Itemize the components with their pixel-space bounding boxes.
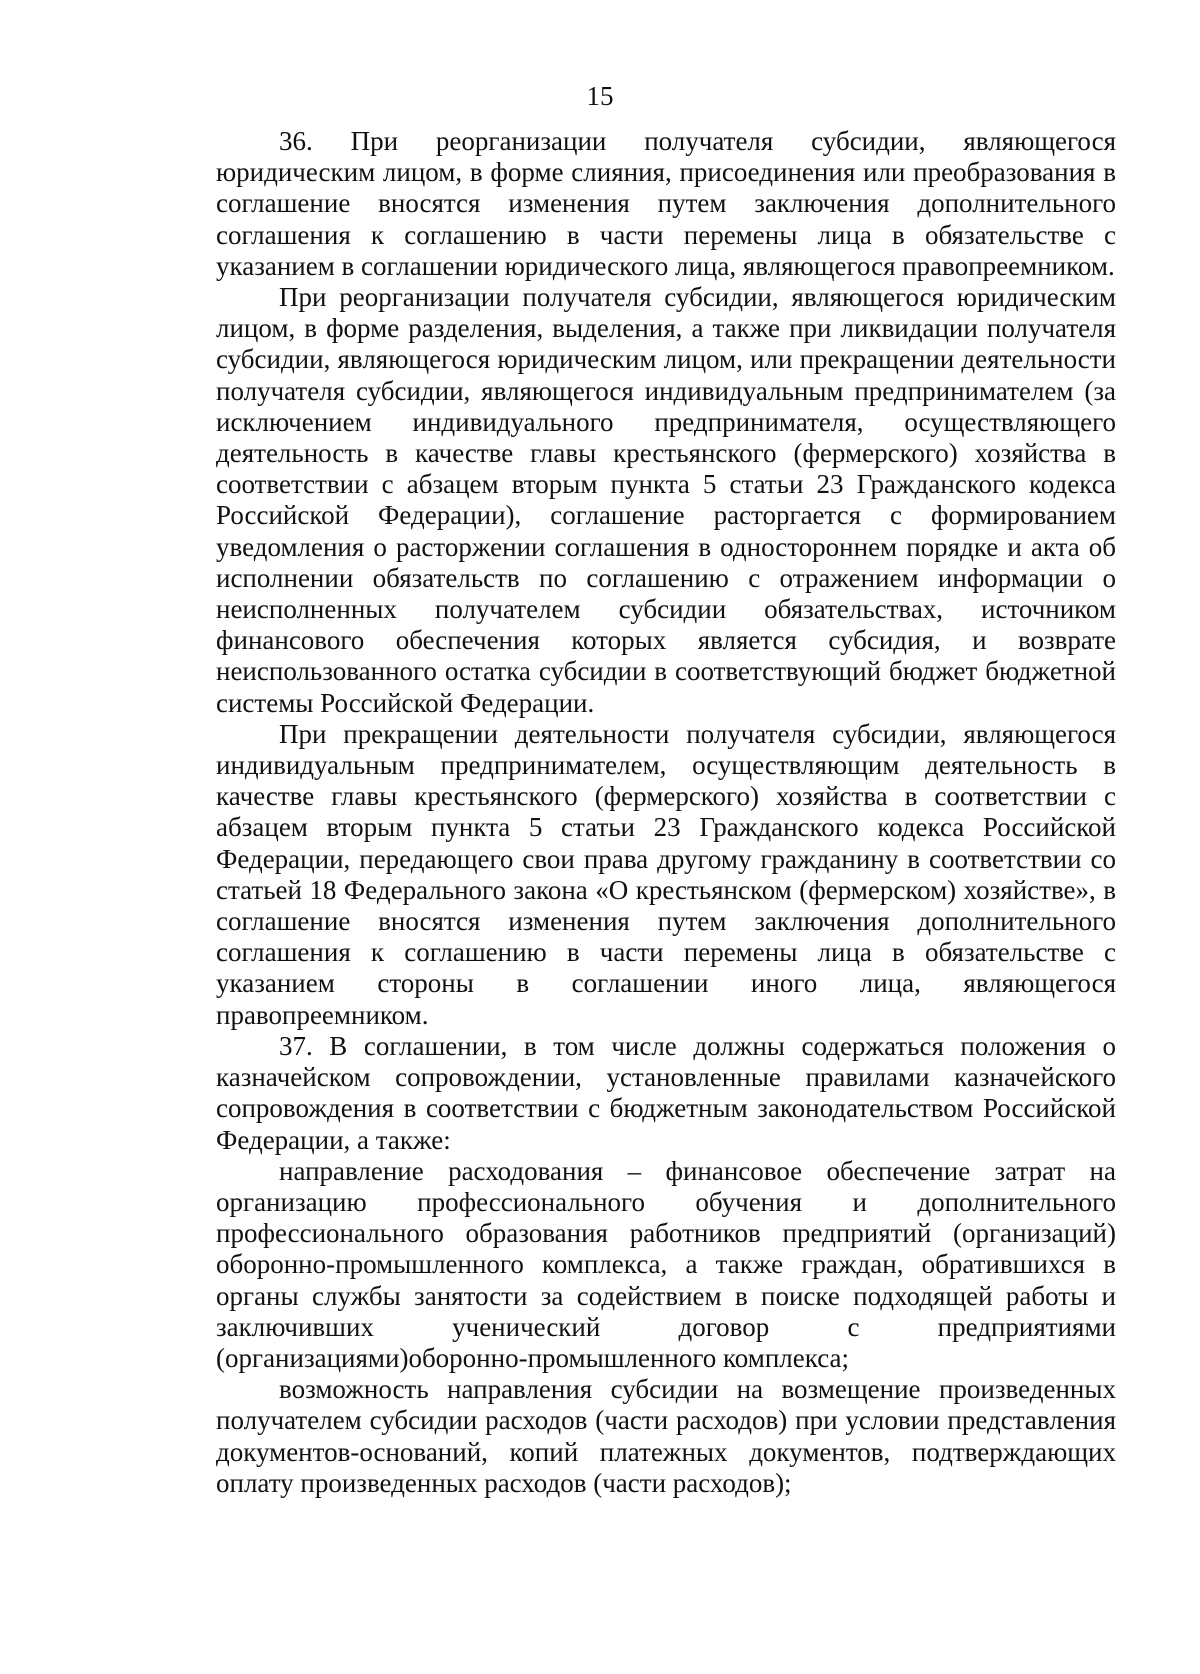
paragraph-36: 36. При реорганизации получателя субсидии, являющегося юридическим лицом, в форме слияния, присоединения или преобразования в соглашение вносятся изменения путем заключения дополнительного соглашения к соглашению в части перемены лица в обязательстве с указанием в соглашении юридического лица, являющегося правопреемником.: [216, 126, 1116, 281]
paragraph-reimbursement: возможность направления субсидии на возмещение произведенных получателем субсидии расходов (части расходов) при условии представления документов-оснований, копий платежных документов, подтверждающих оплату произведенных расходов (части расходов);: [216, 1374, 1116, 1498]
paragraph-reorganization-separation: При реорганизации получателя субсидии, являющегося юридическим лицом, в форме разделения, выделения, а также при ликвидации получателя субсидии, являющегося юридическим лицом, или прекращении деятельности получателя субсидии, являющегося индивидуальным предпринимателем (за исключением индивидуального предпринимателя, осуществляющего деятельность в качестве главы крестьянского (фермерского) хозяйства в соответствии с абзацем вторым пункта 5 статьи 23 Гражданского кодекса Российской Федерации), соглашение расторгается с формированием уведомления о расторжении соглашения в одностороннем порядке и акта об исполнении обязательств по соглашению с отражением информации о неисполненных получателем субсидии обязательствах, источником финансового обеспечения которых является субсидия, и возврате неиспользованного остатка субсидии в соответствующий бюджет бюджетной системы Российской Федерации.: [216, 282, 1116, 718]
paragraph-termination-farming: При прекращении деятельности получателя субсидии, являющегося индивидуальным предпринимателем, осуществляющим деятельность в качестве главы крестьянского (фермерского) хозяйства в соответствии с абзацем вторым пункта 5 статьи 23 Гражданского кодекса Российской Федерации, передающего свои права другому гражданину в соответствии со статьей 18 Федерального закона «О крестьянском (фермерском) хозяйстве», в соглашение вносятся изменения путем заключения дополнительного соглашения к соглашению в части перемены лица в обязательстве с указанием стороны в соглашении иного лица, являющегося правопреемником.: [216, 718, 1116, 1030]
page-number: 15: [586, 81, 614, 111]
paragraph-expense-direction: направление расходования – финансовое обеспечение затрат на организацию профессионального обучения и дополнительного профессионального образования работников предприятий (организаций) оборонно-промышленного комплекса, а также граждан, обратившихся в органы службы занятости за содействием в поиске подходящей работы и заключивших ученический договор с предприятиями (организациями)оборонно-промышленного комплекса;: [216, 1155, 1116, 1373]
document-body: [216, 126, 1116, 1499]
paragraph-37: 37. В соглашении, в том числе должны содержаться положения о казначейском сопровождении, установленные правилами казначейского сопровождения в соответствии с бюджетным законодательством Российской Федерации, а также:: [216, 1030, 1116, 1155]
